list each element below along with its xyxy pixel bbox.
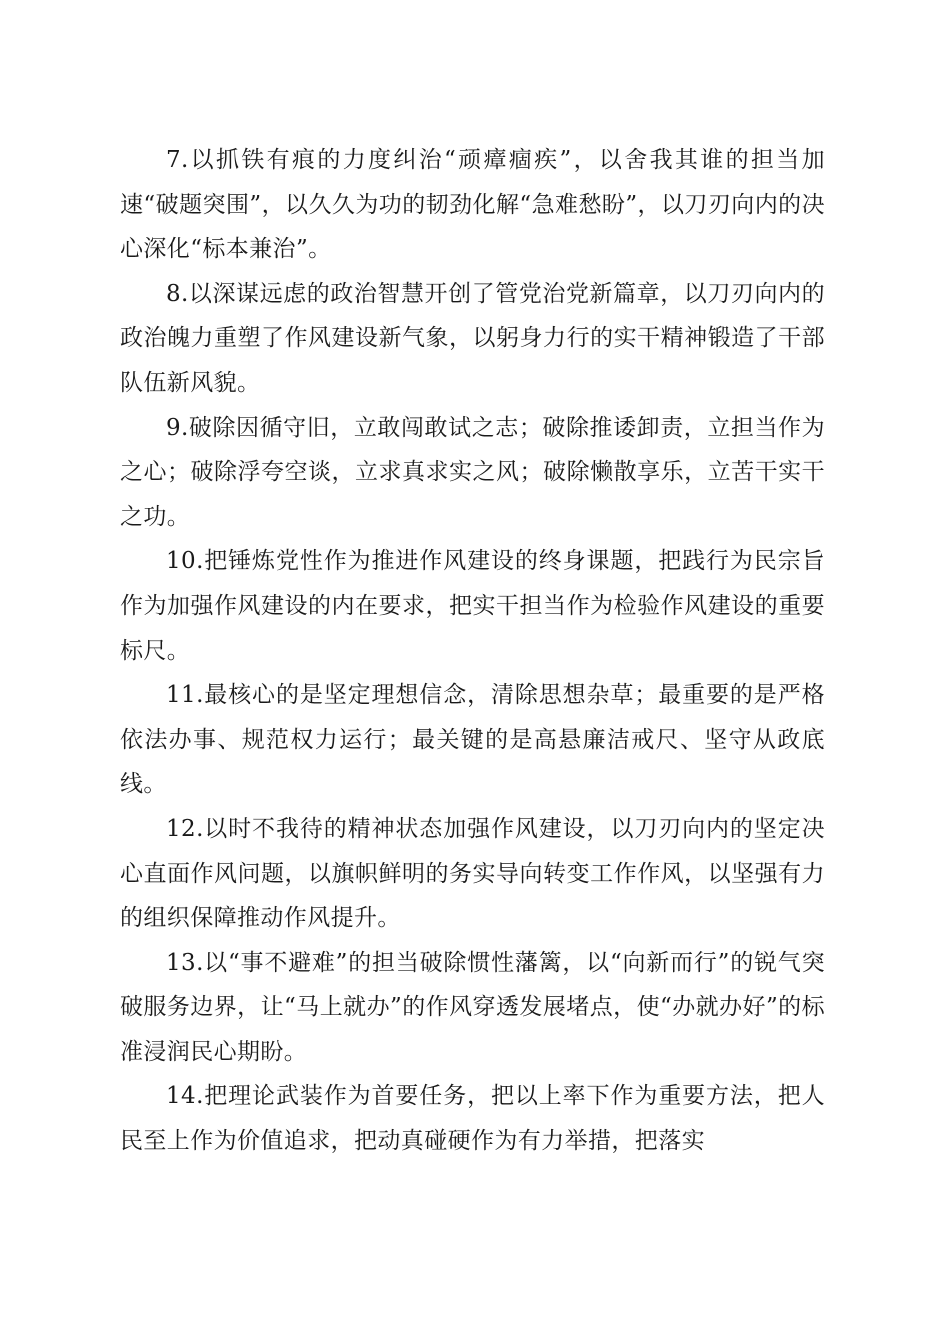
paragraph-12: 12.以时不我待的精神状态加强作风建设，以刀刃向内的坚定决心直面作风问题，以旗帜鲜明的务实导向转变工作作风，以坚强有力的组织保障推动作风提升。 [120, 815, 825, 932]
document-body [120, 138, 825, 1164]
paragraph-10: 10.把锤炼党性作为推进作风建设的终身课题，把践行为民宗旨作为加强作风建设的内在要求，把实干担当作为检验作风建设的重要标尺。 [120, 548, 825, 664]
paragraph-14: 14.把理论武装作为首要任务，把以上率下作为重要方法，把人民至上作为价值追求，把动真碰硬作为有力举措，把落实 [120, 1083, 825, 1155]
paragraph-9: 9.破除因循守旧，立敢闯敢试之志；破除推诿卸责，立担当作为之心；破除浮夸空谈，立求真求实之风；破除懒散享乐，立苦干实干之功。 [120, 414, 825, 530]
paragraph-8: 8.以深谋远虑的政治智慧开创了管党治党新篇章，以刀刃向内的政治魄力重塑了作风建设新气象，以躬身力行的实干精神锻造了干部队伍新风貌。 [120, 280, 825, 396]
paragraph-11: 11.最核心的是坚定理想信念，清除思想杂草；最重要的是严格依法办事、规范权力运行；最关键的是高悬廉洁戒尺、坚守从政底线。 [120, 682, 825, 798]
paragraph-7: 7.以抓铁有痕的力度纠治“顽瘴痼疾”，以舍我其谁的担当加速“破题突围”，以久久为功的韧劲化解“急难愁盼”，以刀刃向内的决心深化“标本兼治”。 [120, 147, 825, 263]
paragraph-13: 13.以“事不避难”的担当破除惯性藩篱，以“向新而行”的锐气突破服务边界，让“马上就办”的作风穿透发展堵点，使“办就办好”的标准浸润民心期盼。 [120, 949, 825, 1065]
